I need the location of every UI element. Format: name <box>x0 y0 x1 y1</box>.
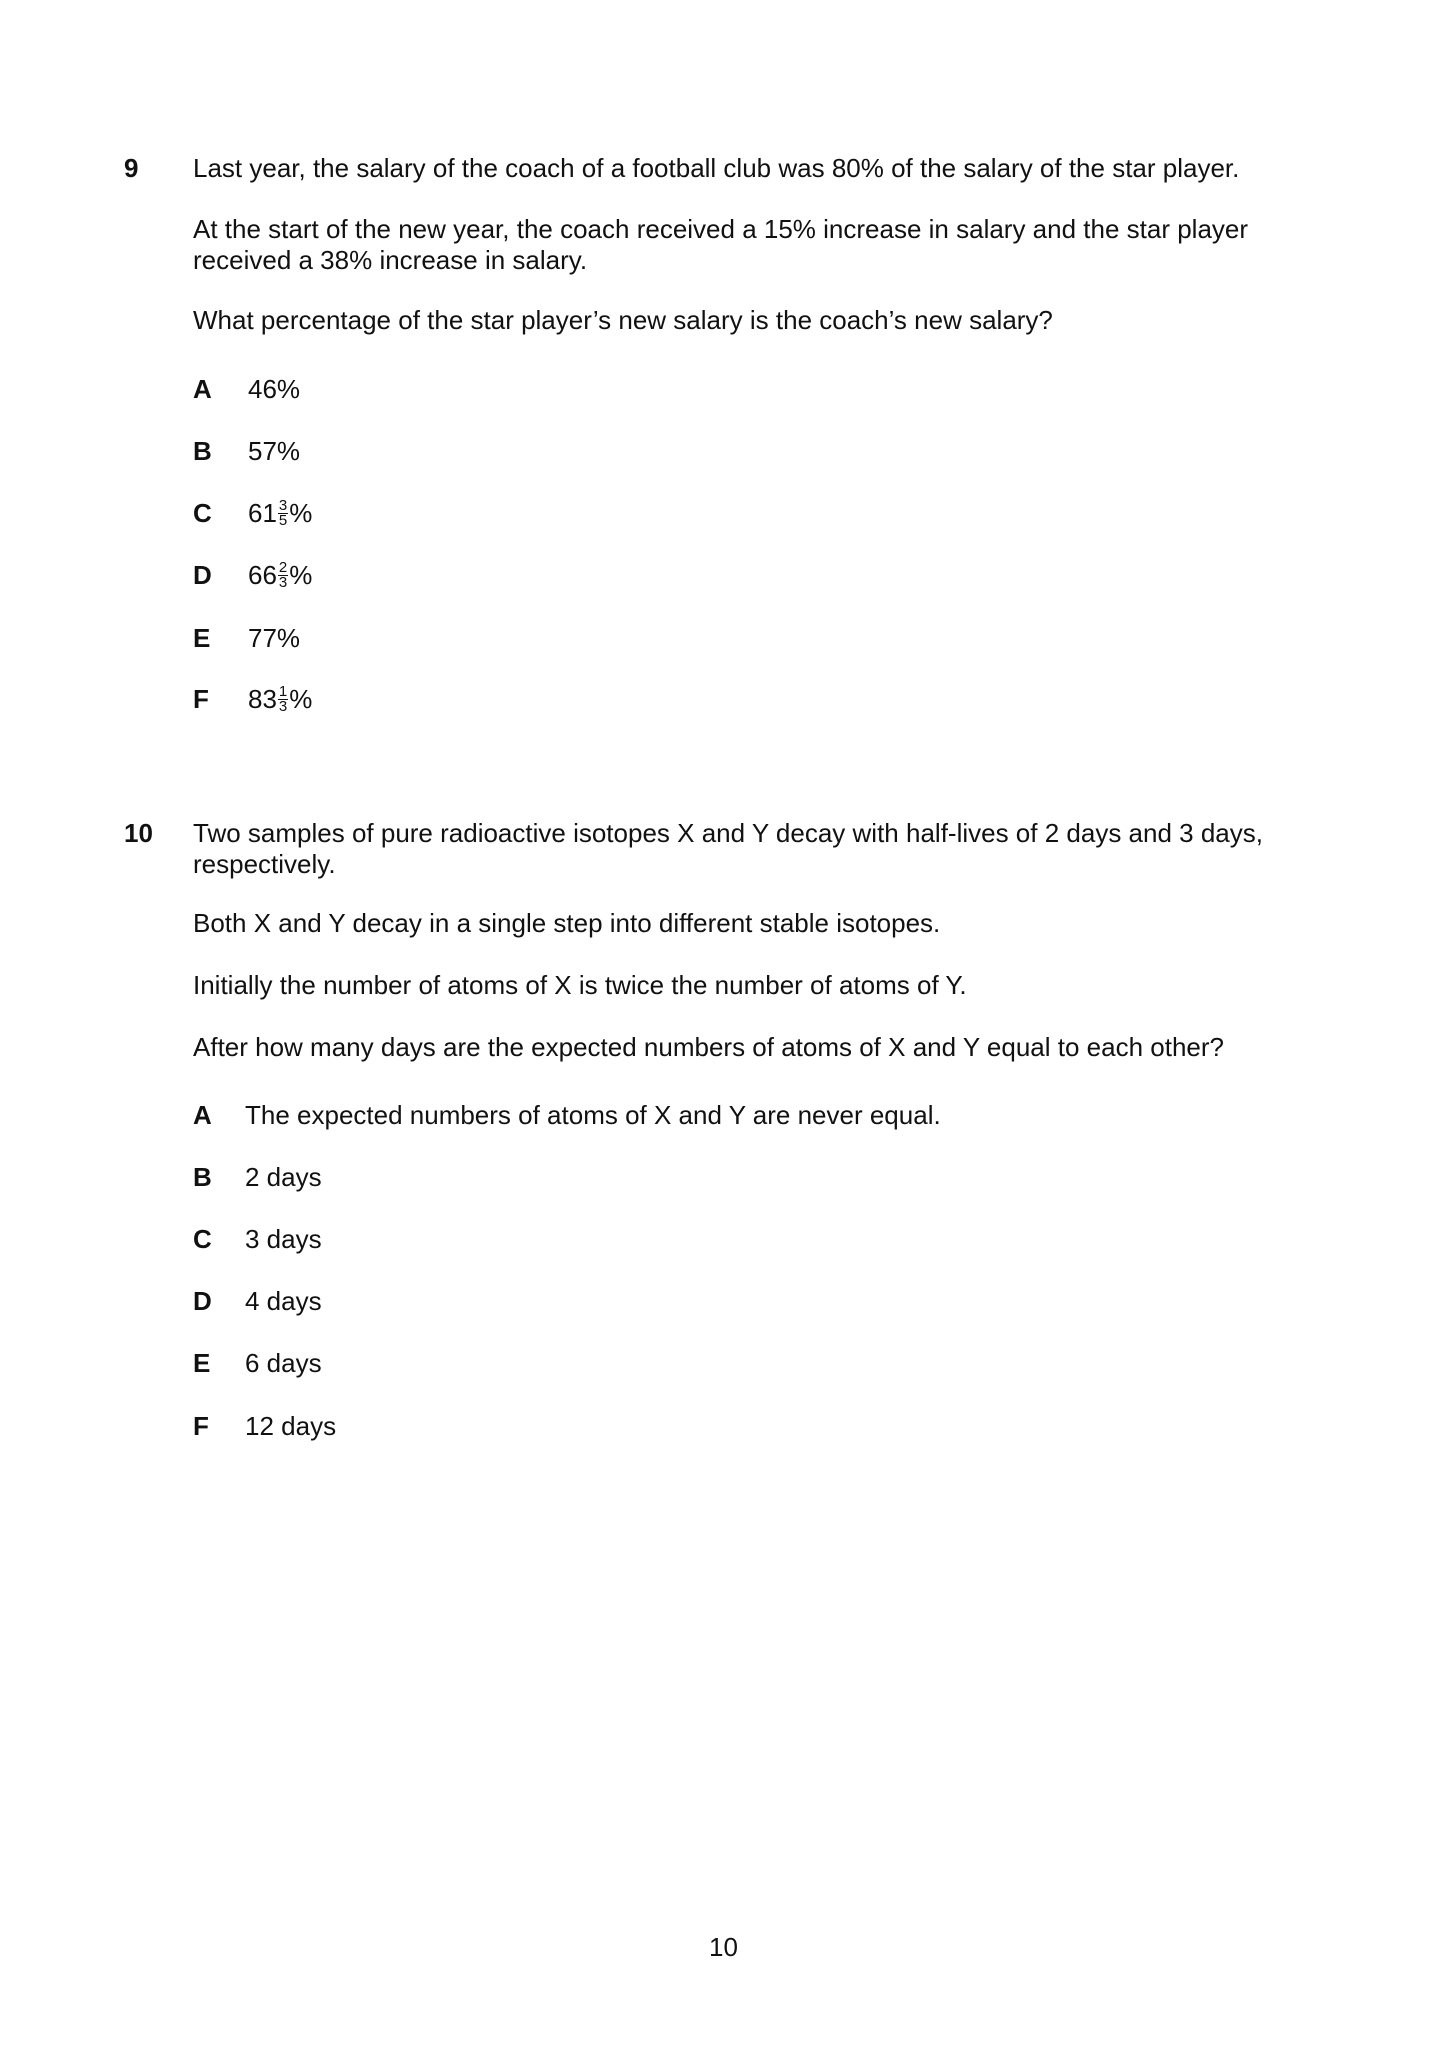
q9-option-d-fraction <box>278 558 288 591</box>
q9-option-d-denominator: 3 <box>278 573 288 591</box>
q9-option-c-fraction <box>278 496 288 529</box>
question-9-paragraph-2: At the start of the new year, the coach received a 15% increase in salary and the star player received a 38% increase in salary. <box>193 214 1249 275</box>
q10-option-f-text: 12 days <box>245 1411 337 1441</box>
q9-option-c-numerator: 3 <box>278 496 288 514</box>
q9-option-e-letter: E <box>193 623 211 653</box>
q9-option-c-letter: C <box>193 498 212 528</box>
q9-option-f-whole: 83 <box>248 684 277 714</box>
q9-option-f-text <box>248 684 312 716</box>
q9-option-e-text: 77% <box>248 623 301 653</box>
question-10-number: 10 <box>124 818 153 848</box>
q9-option-f-fraction <box>278 682 288 715</box>
q9-option-b-letter: B <box>193 436 212 466</box>
q10-option-c-letter: C <box>193 1224 212 1254</box>
q9-option-a-text: 46% <box>248 374 301 404</box>
q10-option-f-letter: F <box>193 1411 209 1441</box>
q10-option-a-text: The expected numbers of atoms of X and Y are never equal. <box>245 1100 941 1130</box>
q10-option-b-text: 2 days <box>245 1162 322 1192</box>
q9-option-b-text: 57% <box>248 436 301 466</box>
q9-option-f-denominator: 3 <box>278 697 288 715</box>
page-number: 10 <box>709 1932 738 1962</box>
q9-option-f-suffix: % <box>289 684 313 714</box>
q9-option-a-letter: A <box>193 374 212 404</box>
q9-option-f-letter: F <box>193 684 209 714</box>
question-10-paragraph-3: Initially the number of atoms of X is twice the number of atoms of Y. <box>193 970 967 1000</box>
q9-option-c-whole: 61 <box>248 498 277 528</box>
q10-option-b-letter: B <box>193 1162 212 1192</box>
q9-option-d-suffix: % <box>289 560 313 590</box>
q10-option-a-letter: A <box>193 1100 212 1130</box>
q9-option-c-text <box>248 498 312 530</box>
q10-option-d-letter: D <box>193 1286 212 1316</box>
q9-option-d-text <box>248 560 312 592</box>
q10-option-c-text: 3 days <box>245 1224 322 1254</box>
q10-option-e-text: 6 days <box>245 1348 322 1378</box>
question-9-paragraph-1: Last year, the salary of the coach of a football club was 80% of the salary of the star player. <box>193 153 1240 183</box>
q9-option-c-suffix: % <box>289 498 313 528</box>
q10-option-d-text: 4 days <box>245 1286 322 1316</box>
q9-option-d-letter: D <box>193 560 212 590</box>
question-10-paragraph-2: Both X and Y decay in a single step into different stable isotopes. <box>193 908 941 938</box>
question-10-paragraph-4: After how many days are the expected numbers of atoms of X and Y equal to each other? <box>193 1032 1224 1062</box>
question-10-paragraph-1: Two samples of pure radioactive isotopes X and Y decay with half-lives of 2 days and 3 days, respectively. <box>193 818 1263 879</box>
q9-option-f-numerator: 1 <box>278 682 288 700</box>
q9-option-d-whole: 66 <box>248 560 277 590</box>
question-9-paragraph-3: What percentage of the star player’s new salary is the coach’s new salary? <box>193 305 1053 335</box>
question-9-number: 9 <box>124 153 139 183</box>
q10-option-e-letter: E <box>193 1348 211 1378</box>
q9-option-c-denominator: 5 <box>278 511 288 529</box>
q9-option-d-numerator: 2 <box>278 558 288 576</box>
